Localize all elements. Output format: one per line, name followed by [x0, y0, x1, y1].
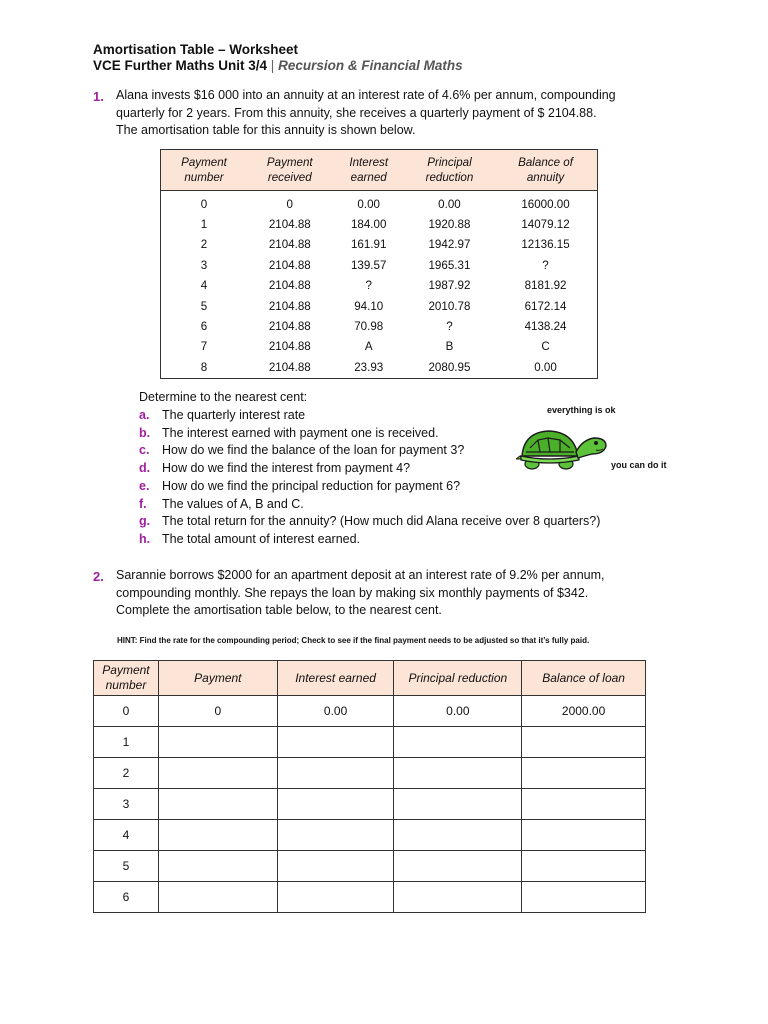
table-row [161, 255, 598, 275]
table-row [94, 851, 646, 882]
question-1-line: Alana invests $16 000 into an annuity at an interest rate of 4.6% per annum, compounding [116, 88, 616, 102]
question-2-text [116, 567, 605, 620]
table-cell: 2080.95 [428, 360, 471, 374]
answer-cell[interactable] [158, 820, 277, 851]
table-cell: 70.98 [354, 320, 384, 334]
part-text: How do we find the principal reduction for payment 6? [162, 478, 461, 493]
part-letter: f. [139, 496, 147, 511]
table-cell: 5 [200, 299, 208, 313]
table-cell: 2 [94, 758, 159, 789]
table-cell: 14079.12 [521, 218, 570, 232]
part-letter: e. [139, 478, 150, 493]
table-row [161, 214, 598, 234]
table-row [161, 235, 598, 255]
question-part [139, 496, 600, 514]
table-cell: 2104.88 [268, 340, 311, 354]
table-cell: 3 [200, 258, 208, 272]
part-text: The quarterly interest rate [162, 408, 306, 422]
answer-cell[interactable] [277, 789, 394, 820]
answer-cell[interactable] [522, 820, 646, 851]
column-header: Balance of annuity [494, 150, 597, 191]
answer-cell[interactable] [158, 758, 277, 789]
course-name: VCE Further Maths Unit 3/4 [93, 58, 268, 73]
answer-cell[interactable] [277, 820, 394, 851]
column-header: Interest earned [333, 150, 405, 191]
table-cell: 94.10 [354, 299, 384, 313]
table-cell: 0.00 [534, 360, 557, 374]
table-cell: 8 [200, 360, 208, 374]
table-row [94, 820, 646, 851]
table-row [161, 316, 598, 336]
turtle-caption-bottom: you can do it [611, 460, 667, 470]
question-1-line: The amortisation table for this annuity is shown below. [116, 123, 416, 137]
answer-cell[interactable] [522, 882, 646, 913]
table-cell: 0.00 [357, 197, 380, 211]
table-row [94, 758, 646, 789]
table-cell: ? [542, 258, 549, 272]
answer-cell[interactable] [522, 758, 646, 789]
table-row [94, 696, 646, 727]
table-row [161, 191, 598, 215]
table-cell: 4138.24 [524, 320, 567, 334]
answer-cell[interactable] [522, 727, 646, 758]
column-header: Principal reduction [394, 661, 522, 696]
answer-cell[interactable] [158, 789, 277, 820]
table-cell: 7 [200, 340, 208, 354]
column-header: Payment number [94, 661, 159, 696]
part-letter: h. [139, 531, 151, 546]
table-cell: 5 [94, 851, 159, 882]
turtle-icon [516, 426, 608, 474]
table-cell: 1987.92 [428, 279, 471, 293]
table-row [161, 357, 598, 378]
question-part [139, 513, 600, 531]
table-cell: 0 [286, 197, 293, 211]
table-cell: 1 [200, 218, 208, 232]
table-cell: 6 [94, 882, 159, 913]
part-text: How do we find the interest from payment 4? [162, 461, 411, 476]
table-cell: ? [365, 279, 372, 293]
question-1-text [116, 87, 616, 140]
answer-cell[interactable] [394, 820, 522, 851]
loan-amortisation-table [93, 660, 646, 913]
table-cell: 1 [94, 727, 159, 758]
table-cell: 2010.78 [428, 299, 471, 313]
part-letter: a. [139, 408, 150, 422]
answer-cell[interactable] [394, 758, 522, 789]
table-cell: 161.91 [350, 238, 387, 252]
question-1-number: 1. [93, 89, 104, 104]
part-letter: c. [139, 443, 150, 458]
answer-cell[interactable] [522, 851, 646, 882]
question-2-line: Complete the amortisation table below, to the nearest cent. [116, 603, 442, 617]
question-part [139, 531, 600, 549]
table-cell: 2104.88 [268, 218, 311, 232]
table-row [94, 789, 646, 820]
answer-cell[interactable] [277, 727, 394, 758]
table-cell: 139.57 [350, 258, 387, 272]
table-cell: 184.00 [350, 218, 387, 232]
answer-cell[interactable] [158, 727, 277, 758]
answer-cell[interactable] [158, 851, 277, 882]
annuity-amortisation-table [160, 149, 598, 379]
table-cell: 16000.00 [521, 197, 570, 211]
table-cell: 1942.97 [428, 238, 471, 252]
question-2-line: Sarannie borrows $2000 for an apartment deposit at an interest rate of 9.2% per annum, [116, 568, 605, 582]
table-row [161, 296, 598, 316]
table-cell: 0 [94, 696, 159, 727]
column-header: Payment [158, 661, 277, 696]
table-cell: 0.00 [438, 197, 461, 211]
table-row [94, 727, 646, 758]
part-text: The values of A, B and C. [162, 496, 304, 511]
title-separator: | [270, 58, 275, 73]
table-cell: B [445, 340, 454, 354]
table-cell: C [541, 340, 550, 354]
column-header: Payment received [247, 150, 333, 191]
part-letter: b. [139, 425, 151, 440]
table-cell: A [364, 340, 373, 354]
table-cell: 2104.88 [268, 299, 311, 313]
table-cell: ? [446, 320, 453, 334]
column-header: Payment number [161, 150, 248, 191]
table-cell: 2104.88 [268, 279, 311, 293]
part-text: The total return for the annuity? (How much did Alana receive over 8 quarters?) [162, 514, 601, 529]
turtle-caption-top: everything is ok [547, 405, 616, 415]
answer-cell[interactable] [394, 882, 522, 913]
part-letter: g. [139, 514, 151, 529]
answer-cell[interactable] [158, 882, 277, 913]
table-header-row [161, 150, 598, 191]
question-part [139, 407, 600, 425]
table-cell: 2104.88 [268, 258, 311, 272]
table-cell: 6172.14 [524, 299, 567, 313]
answer-cell[interactable] [394, 727, 522, 758]
table-row [161, 337, 598, 357]
table-cell: 2104.88 [268, 360, 311, 374]
table-cell: 1920.88 [428, 218, 471, 232]
column-header: Principal reduction [405, 150, 494, 191]
topic-name: Recursion & Financial Maths [278, 58, 463, 73]
table-cell: 0.00 [277, 696, 394, 727]
table-cell: 0 [200, 197, 208, 211]
table-cell: 0 [158, 696, 277, 727]
part-text: How do we find the balance of the loan for payment 3? [162, 443, 465, 458]
table-cell: 2104.88 [268, 238, 311, 252]
part-letter: d. [139, 461, 151, 476]
table-cell: 8181.92 [524, 279, 567, 293]
column-header: Balance of loan [522, 661, 646, 696]
table-row [161, 276, 598, 296]
answer-cell[interactable] [394, 851, 522, 882]
question-2-number: 2. [93, 569, 104, 584]
column-header: Interest earned [277, 661, 394, 696]
table-cell: 3 [94, 789, 159, 820]
answer-cell[interactable] [277, 758, 394, 789]
table-row [94, 882, 646, 913]
table-cell: 12136.15 [521, 238, 570, 252]
hint-text: HINT: Find the rate for the compounding period; Check to see if the final payment needs to be adjusted so that it’s fully paid. [117, 636, 590, 645]
answer-cell[interactable] [522, 789, 646, 820]
table-header-row [94, 661, 646, 696]
question-part [139, 478, 600, 496]
table-cell: 23.93 [354, 360, 384, 374]
table-cell: 1965.31 [428, 258, 471, 272]
table-cell: 2 [200, 238, 208, 252]
part-text: The total amount of interest earned. [162, 531, 361, 546]
table-cell: 0.00 [394, 696, 522, 727]
answer-cell[interactable] [394, 789, 522, 820]
worksheet-subtitle [93, 58, 463, 73]
part-text: The interest earned with payment one is received. [162, 425, 439, 440]
table-cell: 6 [200, 320, 208, 334]
table-cell: 2104.88 [268, 320, 311, 334]
table-cell: 4 [94, 820, 159, 851]
answer-cell[interactable] [277, 851, 394, 882]
question-2-line: compounding monthly. She repays the loan by making six monthly payments of $342. [116, 585, 589, 600]
determine-instruction: Determine to the nearest cent: [139, 390, 308, 404]
question-1-line: quarterly for 2 years. From this annuity, she receives a quarterly payment of $ 2104.88. [116, 105, 597, 120]
answer-cell[interactable] [277, 882, 394, 913]
table-cell: 4 [200, 279, 208, 293]
table-cell: 2000.00 [522, 696, 646, 727]
worksheet-title: Amortisation Table – Worksheet [93, 42, 299, 57]
